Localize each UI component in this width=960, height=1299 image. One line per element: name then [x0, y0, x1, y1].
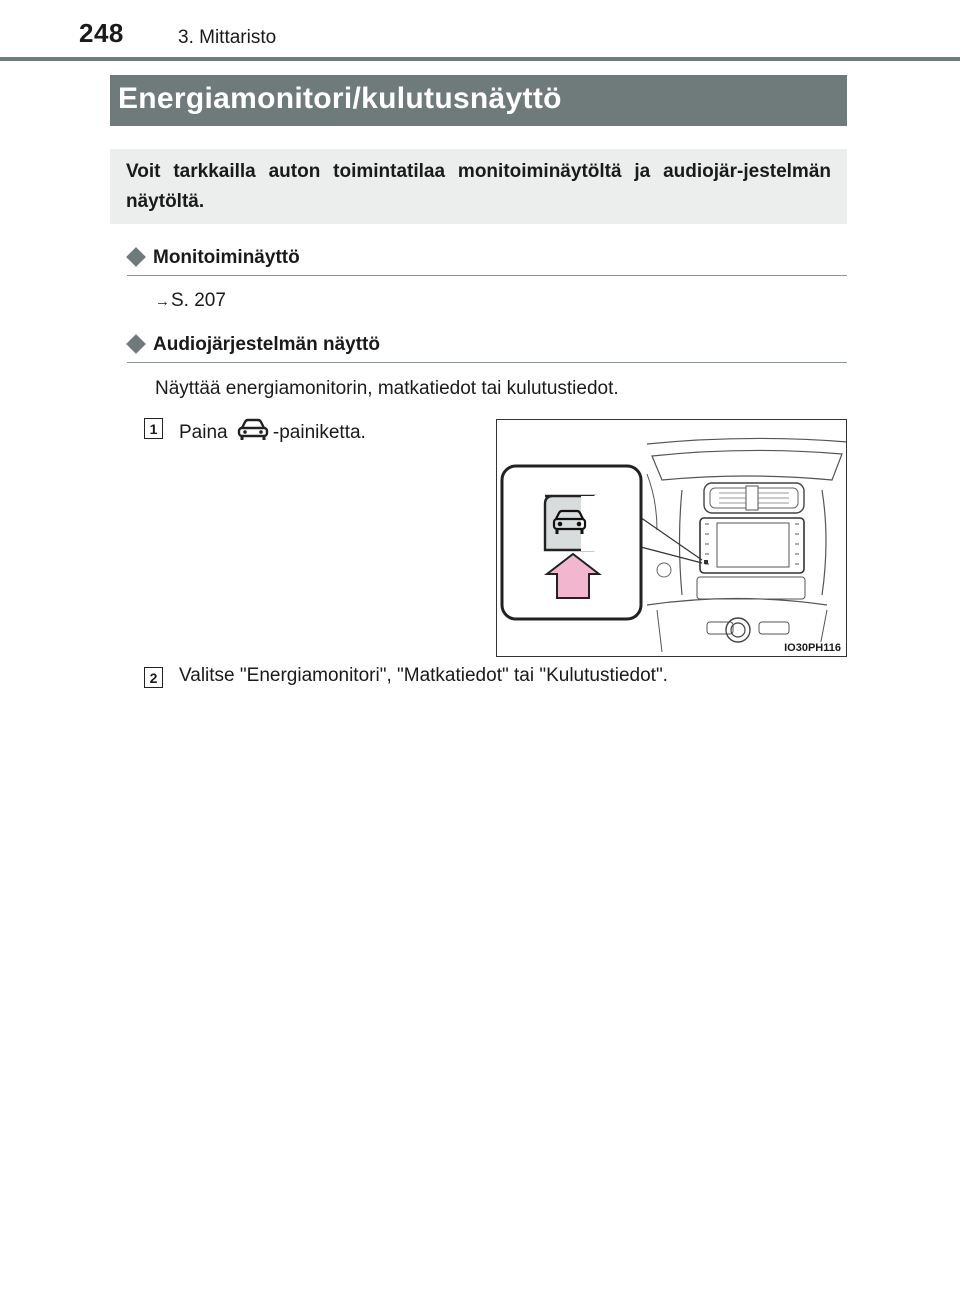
- step-1-after: -painiketta.: [272, 422, 366, 444]
- intro-box: Voit tarkkailla auton toimintatilaa monitoiminäytöltä ja audiojär-jestelmän näytöltä.: [110, 149, 847, 224]
- step-number-1: 1: [144, 418, 163, 439]
- section-title-bar: Energiamonitori/kulutusnäyttö: [110, 75, 847, 126]
- page-reference-label: S. 207: [171, 290, 226, 311]
- chapter-title: 3. Mittaristo: [178, 27, 277, 48]
- step-2-text: Valitse "Energiamonitori", "Matkatiedot" tai "Kulutustiedot".: [179, 665, 668, 686]
- section-heading-audiojarjestelma: [127, 334, 847, 363]
- step-1-text: [179, 417, 366, 449]
- page-number: 248: [79, 18, 124, 48]
- car-button-icon: [236, 417, 270, 449]
- section-description: Näyttää energiamonitorin, matkatiedot tai kulutustiedot.: [155, 378, 619, 399]
- step-number-2: 2: [144, 667, 163, 688]
- section-heading-label: Monitoiminäyttö: [153, 247, 300, 268]
- dashboard-figure: [496, 419, 847, 657]
- arrow-right-icon: →: [155, 293, 170, 310]
- diamond-bullet-icon: [126, 334, 146, 354]
- step-1-before: Paina: [179, 422, 228, 444]
- diamond-bullet-icon: [126, 247, 146, 267]
- section-heading-label: Audiojärjestelmän näyttö: [153, 334, 380, 355]
- dashboard-illustration: [497, 420, 847, 657]
- header-rule: [0, 57, 960, 61]
- figure-code: IO30PH116: [784, 642, 841, 654]
- page-reference[interactable]: [155, 290, 226, 312]
- section-heading-monitoiminaytto: [127, 247, 847, 276]
